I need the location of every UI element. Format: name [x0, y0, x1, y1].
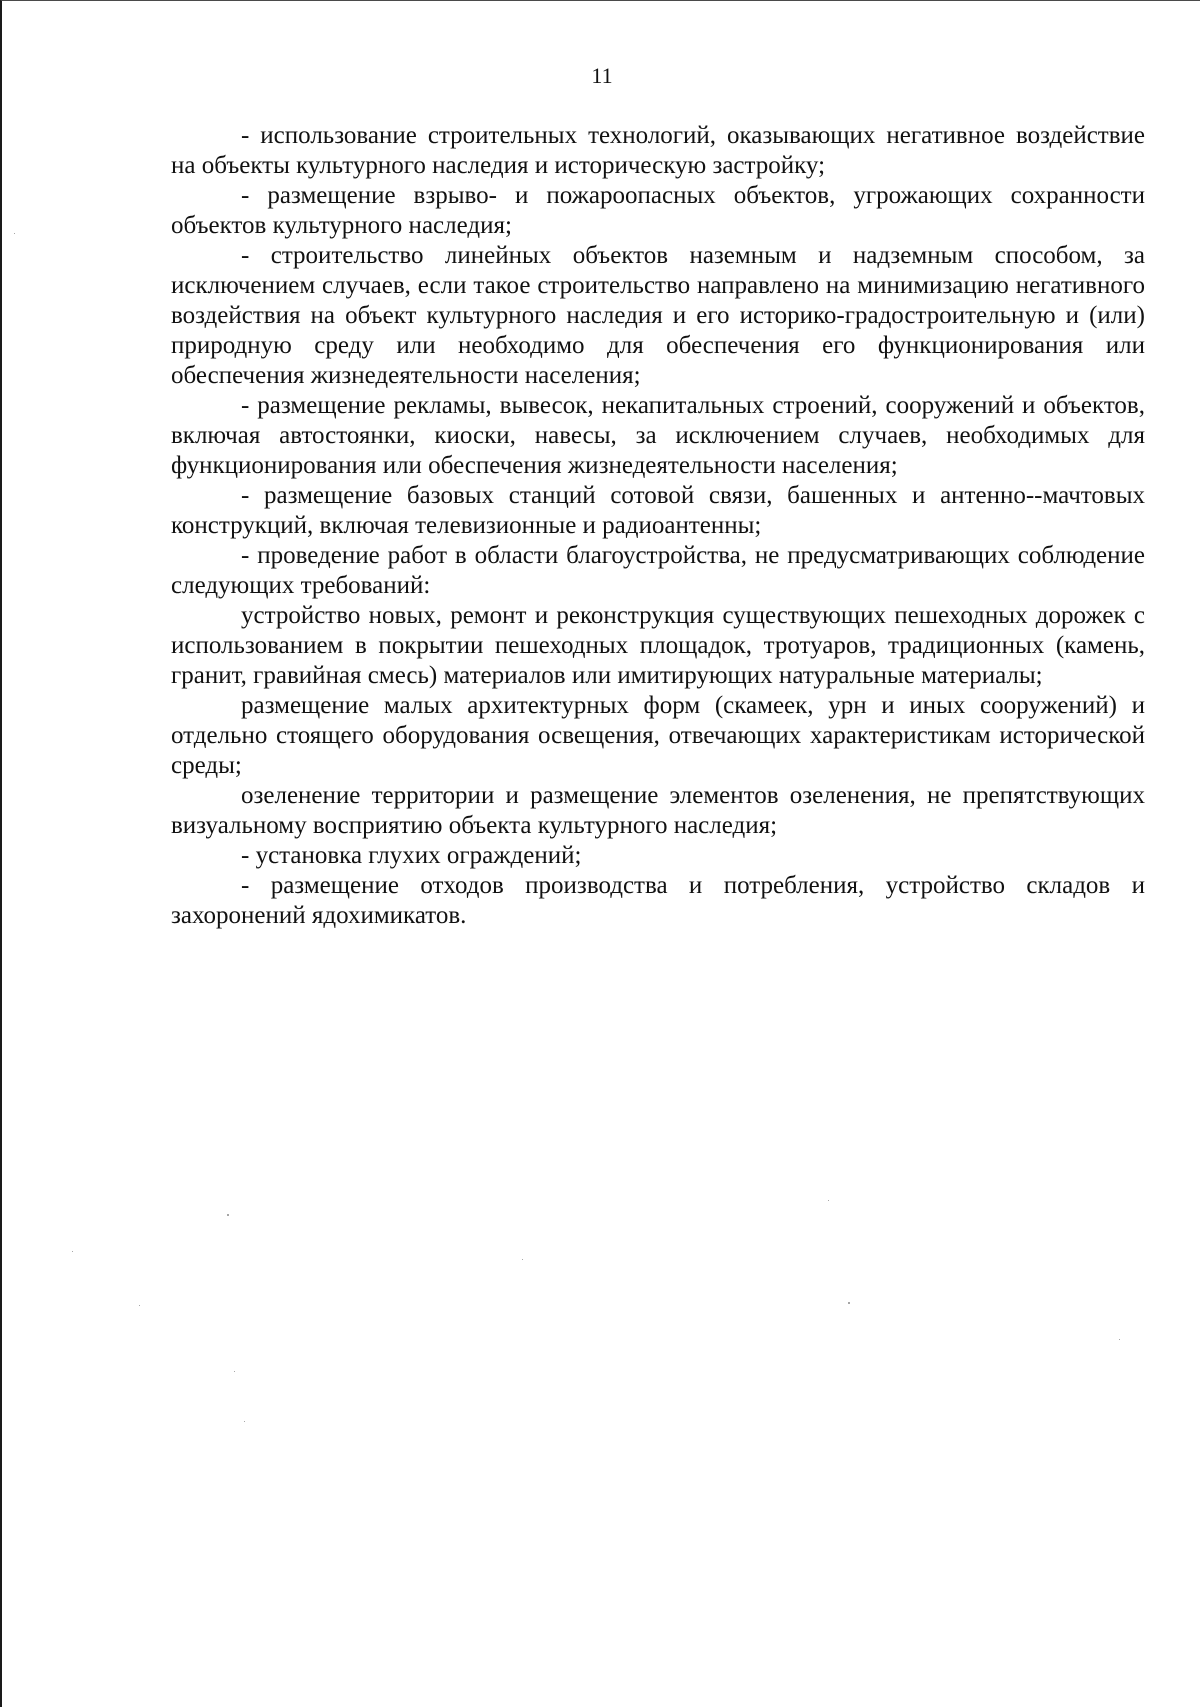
restriction-paragraph: - использование строительных технологий, оказывающих негативное воздействие на объекты культурного наследия и историческую застройку;: [171, 122, 1145, 179]
restriction-paragraph: - размещение рекламы, вывесок, некапитальных строений, сооружений и объектов, включая автостоянки, киоски, навесы, за исключением случаев, необходимых для функционирования или обеспечения жизнедеятельности населения;: [171, 392, 1145, 479]
scan-speck: [522, 1259, 523, 1260]
restriction-paragraph: - размещение базовых станций сотовой связи, башенных и антенно--мачтовых конструкций, включая телевизионные и радиоантенны;: [171, 482, 1145, 539]
restriction-paragraph: - размещение взрыво- и пожароопасных объектов, угрожающих сохранности объектов культурного наследия;: [171, 182, 1145, 239]
scan-speck: [234, 1371, 235, 1372]
restriction-paragraph: - проведение работ в области благоустройства, не предусматривающих соблюдение следующих требований:: [171, 542, 1145, 599]
scan-speck: [1119, 1339, 1120, 1340]
restriction-paragraph: - установка глухих ограждений;: [241, 842, 582, 869]
requirement-paragraph: размещение малых архитектурных форм (скамеек, урн и иных сооружений) и отдельно стоящего оборудования освещения, отвечающих характеристикам исторической среды;: [171, 692, 1145, 779]
scan-speck: [72, 1251, 73, 1252]
scan-speck: [227, 1214, 229, 1216]
requirement-paragraph: озеленение территории и размещение элементов озеленения, не препятствующих визуальному восприятию объекта культурного наследия;: [171, 782, 1145, 839]
document-body: [171, 121, 1145, 931]
scan-speck: [828, 1200, 829, 1201]
scan-speck: [848, 1302, 850, 1304]
scan-speck: [139, 1305, 140, 1306]
scan-speck: [14, 233, 15, 234]
restriction-paragraph: - размещение отходов производства и потребления, устройство складов и захоронений ядохимикатов.: [171, 872, 1145, 929]
restriction-paragraph: - строительство линейных объектов наземным и надземным способом, за исключением случаев, если такое строительство направлено на минимизацию негативного воздействия на объект культурного наследия и его историко-градостроительную и (или) природную среду или необходимо для обеспечения его функционирования или обеспечения жизнедеятельности населения;: [171, 242, 1145, 389]
scan-speck: [244, 1421, 245, 1422]
requirement-paragraph: устройство новых, ремонт и реконструкция существующих пешеходных дорожек с использованием в покрытии пешеходных площадок, тротуаров, традиционных (камень, гранит, гравийная смесь) материалов или имитирующих натуральные материалы;: [171, 602, 1145, 689]
page-number: 11: [591, 63, 613, 88]
